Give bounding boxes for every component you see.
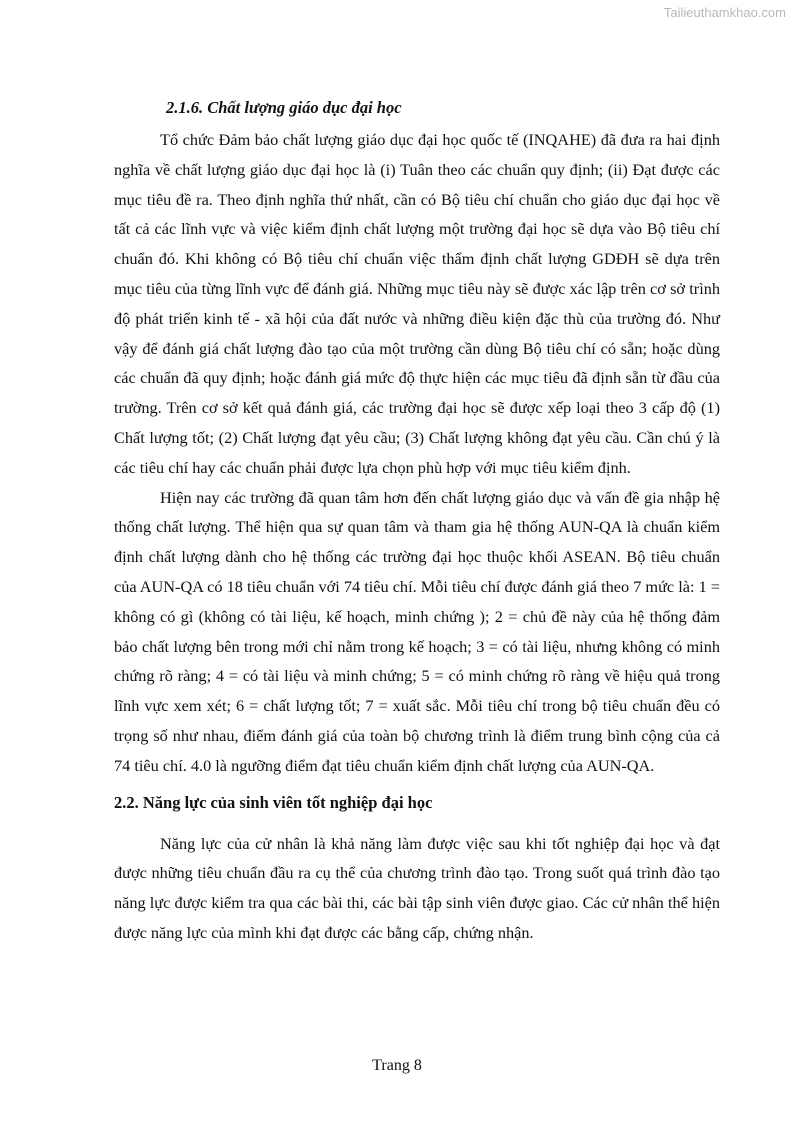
paragraph-graduate-competence: Năng lực của cử nhân là khả năng làm được việc sau khi tốt nghiệp đại học và đạt được những tiêu chuẩn đầu ra cụ thể của chương trình đào tạo. Trong suốt quá trình đào tạo năng lực được kiểm tra qua các bài thi, các bài tập sinh viên được giao. Các cử nhân thể hiện được năng lực của mình khi đạt được các bằng cấp, chứng nhận. bbox=[114, 833, 720, 942]
page-number: Trang 8 bbox=[372, 1057, 422, 1074]
watermark: Tailieuthamkhao.com bbox=[663, 5, 786, 20]
section-heading-2-1-6: 2.1.6. Chất lượng giáo dục đại học bbox=[166, 98, 402, 117]
section-heading-2-2: 2.2. Năng lực của sinh viên tốt nghiệp đại học bbox=[114, 792, 433, 812]
document-page bbox=[114, 93, 720, 948]
paragraph-inqahe-definition: Tổ chức Đảm bảo chất lượng giáo dục đại học quốc tế (INQAHE) đã đưa ra hai định nghĩa về chất lượng giáo dục đại học là (i) Tuân theo các chuẩn quy định; (ii) Đạt được các mục tiêu đề ra. Theo định nghĩa thứ nhất, cần có Bộ tiêu chí chuẩn cho giáo dục đại học về tất cả các lĩnh vực và việc kiểm định chất lượng một trường đại học sẽ dựa vào Bộ tiêu chí chuẩn đó. Khi không có Bộ tiêu chí chuẩn việc thẩm định chất lượng GDĐH sẽ dựa trên mục tiêu của từng lĩnh vực để đánh giá. Những mục tiêu này sẽ được xác lập trên cơ sở trình độ phát triển kinh tế - xã hội của đất nước và những điều kiện đặc thù của trường đó. Như vậy để đánh giá chất lượng đào tạo của một trường cần dùng Bộ tiêu chí có sẵn; hoặc dùng các chuẩn đã quy định; hoặc đánh giá mức độ thực hiện các mục tiêu đã định sẵn từ đầu của trường. Trên cơ sở kết quả đánh giá, các trường đại học sẽ được xếp loại theo 3 cấp độ (1) Chất lượng tốt; (2) Chất lượng đạt yêu cầu; (3) Chất lượng không đạt yêu cầu. Cần chú ý là các tiêu chí hay các chuẩn phải được lựa chọn phù hợp với mục tiêu kiểm định. bbox=[114, 130, 720, 477]
paragraph-aun-qa: Hiện nay các trường đã quan tâm hơn đến chất lượng giáo dục và vấn đề gia nhập hệ thống chất lượng. Thể hiện qua sự quan tâm và tham gia hệ thống AUN-QA là chuẩn kiểm định chất lượng dành cho hệ thống các trường đại học thuộc khối ASEAN. Bộ tiêu chuẩn của AUN-QA có 18 tiêu chuẩn với 74 tiêu chí. Mỗi tiêu chí được đánh giá theo 7 mức là: 1 = không có gì (không có tài liệu, kế hoạch, minh chứng ); 2 = chủ đề này của hệ thống đảm bảo chất lượng bên trong mới chỉ nằm trong kế hoạch; 3 = có tài liệu, nhưng không có minh chứng rõ ràng; 4 = có tài liệu và minh chứng; 5 = có minh chứng rõ ràng về hiệu quả trong lĩnh vực xem xét; 6 = chất lượng tốt; 7 = xuất sắc. Mỗi tiêu chí trong bộ tiêu chuẩn đều có trọng số như nhau, điểm đánh giá của toàn bộ chương trình là điểm trung bình cộng của cả 74 tiêu chí. 4.0 là ngưỡng điểm đạt tiêu chuẩn kiểm định chất lượng của AUN-QA. bbox=[114, 487, 720, 775]
